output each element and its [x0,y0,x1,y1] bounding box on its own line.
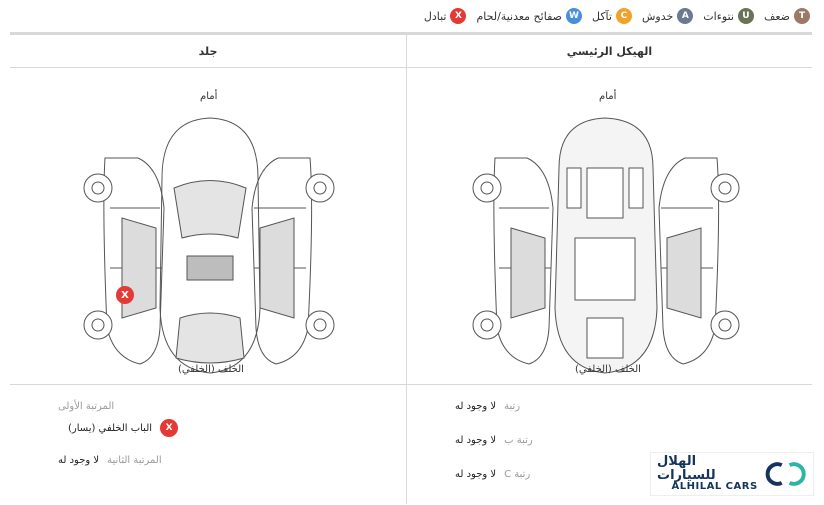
legend-item-scratches [642,8,693,24]
legend-badge-a: A [677,8,693,24]
rank1-badge[interactable]: X [160,419,178,437]
legend-item-sheet-metal [476,8,582,24]
legend-label: تبادل [423,9,447,23]
grade-label: رتبة [504,401,521,412]
legend-badge-t: T [794,8,810,24]
rank2-value: لا وجود له [58,455,100,466]
logo-text [657,455,758,493]
grade-c-row [455,469,530,480]
rank2-label: المرتبة الثانية [107,455,162,466]
legend-item-replacement [424,8,467,24]
rank1-item [68,419,178,437]
legend-item-corrosion [592,8,632,24]
front-label: أمام [200,91,218,102]
legend-label: ضعف [763,9,790,23]
grade-c-label: رتبة C [504,469,531,480]
exterior-car-diagram [10,68,406,385]
frame-panel-title: الهيكل الرئيسي [407,35,812,68]
front-label: أمام [599,91,617,102]
alhilal-cars-logo [650,452,814,496]
exterior-panel [10,35,407,504]
legend-item-weakness [764,8,810,24]
frame-car-drawing [407,68,811,385]
legend-label: نتوءات [703,9,734,23]
legend-badge-x: X [450,8,466,24]
grade-b-value: لا وجود له [455,435,497,446]
legend-label: تآكل [591,9,612,23]
rank1-label: المرتبة الأولى [58,401,115,412]
legend-item-dents [703,8,754,24]
rear-label: الخلف (الخلفي) [575,364,641,375]
inspection-board [10,32,812,504]
legend-label: خدوش [641,9,674,23]
replacement-marker[interactable]: X [116,286,134,304]
exterior-details [10,385,406,505]
logo-english: ALHILAL CARS [671,481,758,493]
rank2-row [58,455,162,466]
grade-b-label: رتبة ب [504,435,533,446]
legend-badge-u: U [738,8,754,24]
logo-mark-icon [764,459,807,489]
logo-arabic: الهلال للسيارات [657,454,716,483]
frame-panel [407,35,812,504]
damage-legend [424,5,810,27]
grade-value: لا وجود له [455,401,497,412]
grade-c-value: لا وجود له [455,469,497,480]
frame-car-diagram [407,68,812,385]
exterior-panel-title: جلد [10,35,406,68]
exterior-car-drawing [10,68,406,385]
legend-badge-w: W [566,8,582,24]
legend-label: صفائح معدنية/لحام [476,9,562,23]
grade-row [455,401,520,412]
rear-label: الخلف (الخلفي) [178,364,244,375]
rank1-item-text: الباب الخلفي (يسار) [68,422,153,434]
legend-badge-c: C [616,8,632,24]
grade-b-row [455,435,533,446]
